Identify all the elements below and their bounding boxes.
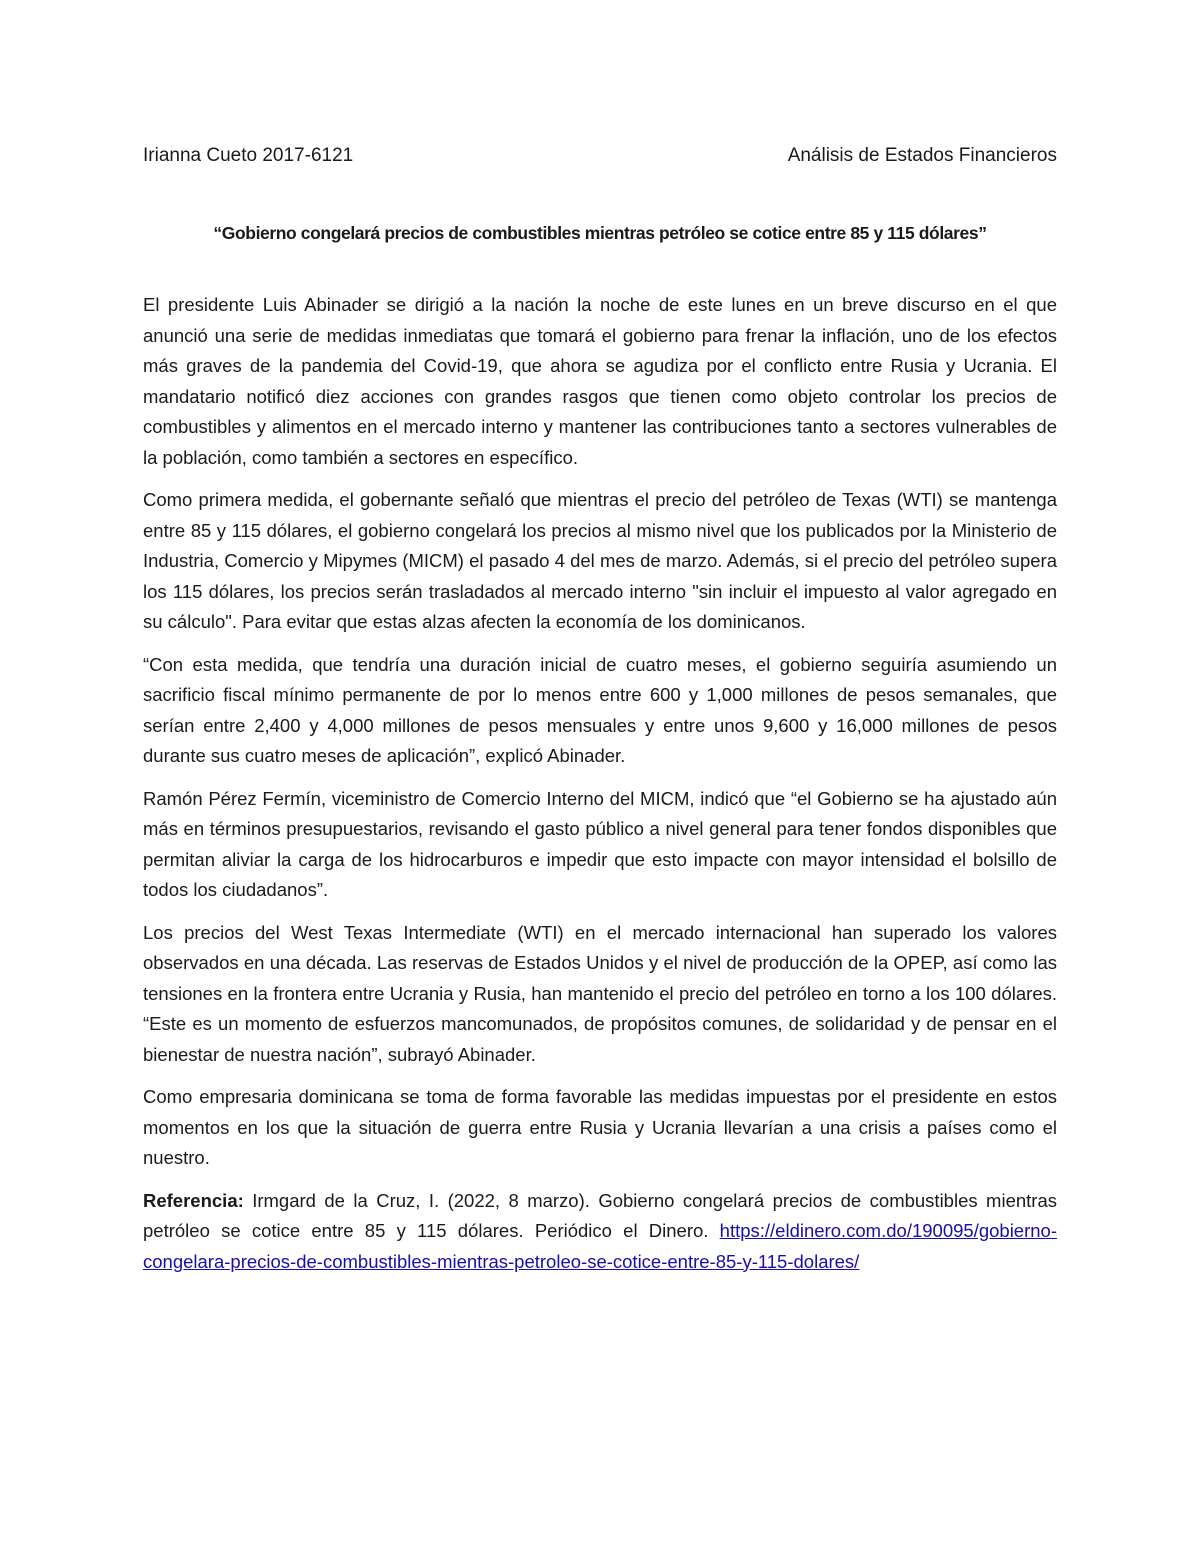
reference-link[interactable]: https://eldinero.com.do/190095/gobierno-congelara-precios-de-combustibles-mientras-petroleo-se-cotice-entre-85-y-115-dolares/ (143, 1220, 1057, 1272)
course-name: Análisis de Estados Financieros (787, 145, 1057, 166)
author-line: Irianna Cueto 2017-6121 (143, 145, 354, 166)
paragraph-3: “Con esta medida, que tendría una duración inicial de cuatro meses, el gobierno seguiría asumiendo un sacrificio fiscal mínimo permanente de por lo menos entre 600 y 1,000 millones de pesos semanales, que serían entre 2,400 y 4,000 millones de pesos mensuales y entre unos 9,600 y 16,000 millones de pesos durante sus cuatro meses de aplicación”, explicó Abinader. (143, 653, 1057, 766)
reference-paragraph (143, 1186, 1057, 1278)
paragraph-opinion: Como empresaria dominicana se toma de forma favorable las medidas impuestas por el presidente en estos momentos en los que la situación de guerra entre Rusia y Ucrania llevarían a una crisis a países como el nuestro. (143, 1086, 1057, 1168)
paragraph-5: Los precios del West Texas Intermediate (WTI) en el mercado internacional han superado los valores observados en una década. Las reservas de Estados Unidos y el nivel de producción de la OPEP, así como las tensiones en la frontera entre Ucrania y Rusia, han mantenido el precio del petróleo en torno a los 100 dólares. “Este es un momento de esfuerzos mancomunados, de propósitos comunes, de solidaridad y de pensar en el bienestar de nuestra nación”, subrayó Abinader. (143, 921, 1057, 1065)
paragraph-1: El presidente Luis Abinader se dirigió a la nación la noche de este lunes en un breve discurso en el que anunció una serie de medidas inmediatas que tomará el gobierno para frenar la inflación, uno de los efectos más graves de la pandemia del Covid-19, que ahora se agudiza por el conflicto entre Rusia y Ucrania. El mandatario notificó diez acciones con grandes rasgos que tienen como objeto controlar los precios de combustibles y alimentos en el mercado interno y mantener las contribuciones tanto a sectores vulnerables de la población, como también a sectores en específico. (143, 294, 1057, 468)
document-header (143, 138, 1057, 174)
paragraph-2: Como primera medida, el gobernante señaló que mientras el precio del petróleo de Texas (WTI) se mantenga entre 85 y 115 dólares, el gobierno congelará los precios al mismo nivel que los publicados por la Ministerio de Industria, Comercio y Mipymes (MICM) el pasado 4 del mes de marzo. Además, si el precio del petróleo supera los 115 dólares, los precios serán trasladados al mercado interno "sin incluir el impuesto al valor agregado en su cálculo". Para evitar que estas alzas afecten la economía de los dominicanos. (143, 489, 1057, 632)
paragraph-4: Ramón Pérez Fermín, viceministro de Comercio Interno del MICM, indicó que “el Gobierno se ha ajustado aún más en términos presupuestarios, revisando el gasto público a nivel general para tener fondos disponibles que permitan aliviar la carga de los hidrocarburos e impedir que esto impacte con mayor intensidad el bolsillo de todos los ciudadanos”. (143, 787, 1057, 900)
article-title: “Gobierno congelará precios de combustibles mientras petróleo se cotice entre 85 y 115 dólares” (213, 223, 987, 243)
document-content (143, 138, 1057, 1289)
reference-label: Referencia: (143, 1189, 244, 1211)
reference-citation: Irmgard de la Cruz, I. (2022, 8 marzo). Gobierno congelará precios de combustibles mientras petróleo se cotice entre 85 y 115 dólares. Periódico el Dinero. (143, 1189, 1057, 1241)
